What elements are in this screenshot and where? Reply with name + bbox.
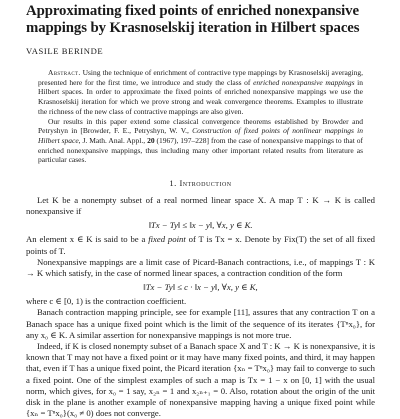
- body-paragraph: where c ∈ [0, 1) is the contraction coefficient.: [26, 296, 187, 307]
- equation-nonexpansive: [26, 220, 375, 231]
- term-emphasis: fixed point: [148, 234, 186, 245]
- equation-contraction: [26, 282, 375, 293]
- paper-title: [26, 0, 375, 37]
- body-text: of T is Tx = x. Denote by Fix(T) the set of all fixed points of T.: [26, 234, 376, 256]
- abstract-paragraph-2: [38, 117, 363, 166]
- abstract: [38, 68, 363, 165]
- abstract-text: in Hilbert spaces. In order to approximate the fixed points of enriched nonexpansive mappings we use the Krasnoselskij iteration for which we prove strong and weak convergence theorems. Examples to illustrate the richness of the new class of contractive mappings are also given.: [38, 77, 363, 116]
- body-text: An element x ∈ K is said to be a: [26, 234, 149, 245]
- body-paragraph: Nonexpansive mappings are a limit case of Picard-Banach contractions, i.e., of mappings T : K → K which satisfy, in the case of normed linear spaces, a contraction condition of the form: [26, 256, 375, 279]
- abstract-text: Our results in this paper extend some classical convergence theorems established by Browder and Petryshyn in [Browder, F. E., Petryshyn, W. V.,: [38, 116, 363, 136]
- abstract-paragraph-1: [38, 68, 363, 117]
- introduction-body: [26, 195, 375, 419]
- body-paragraph: [26, 234, 375, 256]
- title-line-1: Approximating fixed points of enriched nonexpansive: [26, 3, 359, 19]
- abstract-text: Using the technique of enrichment of contractive type mappings by Krasnoselskij averaging, presented here for the first time, we introduce and study the class of: [38, 68, 363, 87]
- abstract-emphasis: enriched nonexpansive mappings: [253, 77, 355, 87]
- title-line-2: mappings by Krasnoselskij iteration in Hilbert spaces: [26, 20, 360, 36]
- journal-volume: 20: [147, 135, 155, 145]
- abstract-label: Abstract.: [48, 68, 81, 77]
- body-paragraph: Let K be a nonempty subset of a real normed linear space X. A map T : K → K is called nonexpansive if: [26, 195, 375, 217]
- body-paragraph: Banach contraction mapping principle, see for example [11], assures that any contraction T on a Banach space has a unique fixed point which is the limit of the sequence of its iterates {Tⁿx₀}, for any x₀ ∈ K. A similar assertion for nonexpansive mappings is not more true.: [26, 307, 375, 340]
- equation-text: ‖Tx − Ty‖ ≤ ‖x − y‖, ∀x, y ∈ K.: [148, 220, 253, 231]
- reference-title: Construction of fixed points of nonlinear mappings in Hilbert space: [38, 126, 363, 145]
- author-name: VASILE BERINDE: [26, 46, 104, 56]
- abstract-text: (1967), 197–228] from the case of nonexpansive mappings to that of enriched nonexpansive mappings, thus including many other important related results from literature as particular cases.: [38, 135, 363, 165]
- abstract-text: , J. Math. Anal. Appl.,: [78, 135, 148, 145]
- body-paragraph: Indeed, if K is closed nonempty subset of a Banach space X and T : K → K is nonexpansive, it is known that T may not have a fixed point or it may have many fixed points, and third, it may happen that, even if T has a unique fixed point, the Picard iteration {xₙ = Tⁿx₀} may fail to converge to such a fixed point. One of the simplest examples of such a map is Tx = 1 − x on [0, 1] with the usual norm, which gives, for x₀ = 1 say, x₂ₙ = 1 and x₂ₙ₊₁ = 0. Also, rotation about the origin of the unit disk in the plane is another example of nonexpansive mapping having a unique fixed point while {xₙ = Tⁿx₀}(x₀ ≠ 0) does not converge.: [26, 341, 375, 419]
- section-heading: 1. Introduction: [169, 178, 232, 189]
- equation-text: ‖Tx − Ty‖ ≤ c · ‖x − y‖, ∀x, y ∈ K,: [143, 282, 258, 293]
